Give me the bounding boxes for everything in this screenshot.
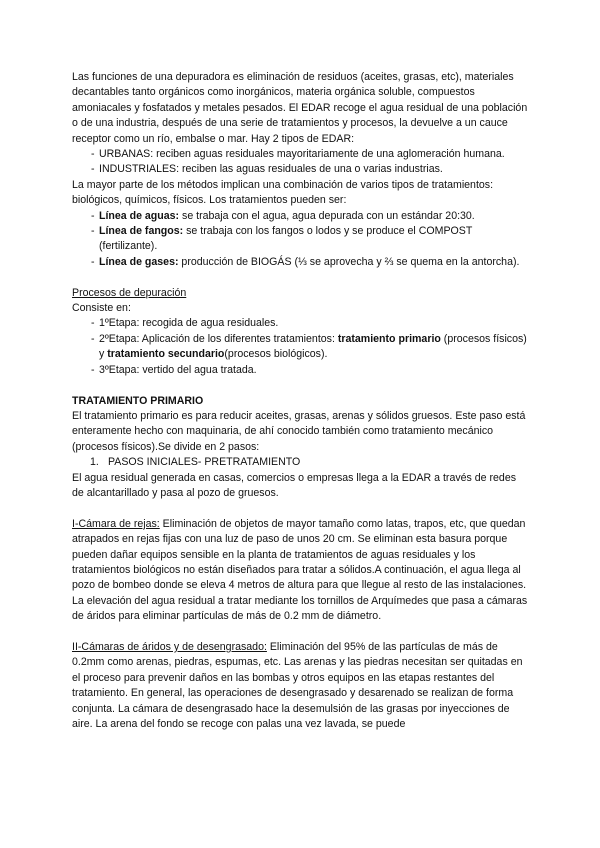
camara-rejas-title: I-Cámara de rejas:	[72, 517, 160, 530]
step2-text: 2ºEtapa: Aplicación de los diferentes tratamientos:	[99, 332, 338, 345]
step-number: 1.	[90, 456, 99, 469]
step2-text: (procesos biológicos).	[224, 348, 328, 361]
camara-aridos-paragraph	[72, 640, 528, 732]
line-label: Línea de aguas:	[99, 209, 180, 222]
list-item: - INDUSTRIALES: reciben las aguas residuales de una o varias industrias.	[72, 162, 528, 177]
alcantarillado-paragraph: El agua residual generada en casas, comercios o empresas llega a la EDAR a través de redes de alcantarillado y pasa al pozo de gruesos.	[72, 471, 517, 499]
procesos-heading: Procesos de depuración	[72, 286, 187, 299]
camara-rejas-text: Eliminación de objetos de mayor tamaño como latas, trapos, etc, que quedan atrapados en rejas fijas con una luz de paso de unos 20 cm. Se eliminan esta basura porque pueden dañar equipos sensible en la planta de tratamientos de aguas residuales y los tratamientos biológicos no están diseñados para tratar a sólidos.A continuación, el agua llega al pozo de bombeo donde se eleva 4 metros de altura para que llegue al resto de las instalaciones. La elevación del agua residual a tratar mediante los tornillos de Arquímedes que pasa a cámaras de áridos para eliminar partículas de más de 0.2 mm de diámetro.	[72, 517, 528, 623]
primary-term: tratamiento primario	[337, 332, 441, 345]
primario-paragraph: El tratamiento primario es para reducir aceites, grasas, arenas y sólidos gruesos. Este paso está enteramente hecho con maquinaria, de ahí conocido también como tratamiento mecánico (procesos físicos).Se divide en 2 pasos:	[72, 409, 526, 453]
consiste-text: Consiste en:	[72, 302, 131, 315]
line-label: Línea de gases:	[99, 255, 179, 268]
line-text: se trabaja con los fangos o lodos y se produce el COMPOST (fertilizante).	[99, 225, 473, 253]
camara-aridos-text: Eliminación del 95% de las partículas de más de 0.2mm como arenas, piedras, espumas, etc. Las arenas y las piedras necesitan ser quitadas en el proceso para prevenir daños en las bombas y otros equipos en las etapas restantes del tratamiento. En general, las operaciones de desengrasado y desarenado se realizan de forma conjunta. La cámara de desengrasado hace la desemulsión de las grasas por inyecciones de aire. La arena del fondo se recoge con palas una vez lavada, se puede	[72, 640, 523, 730]
list-item: - 3ºEtapa: vertido del agua tratada.	[72, 363, 528, 378]
list-item	[72, 224, 528, 255]
list-item	[72, 455, 528, 470]
methods-paragraph: La mayor parte de los métodos implican una combinación de varios tipos de tratamientos: biológicos, químicos, físicos. Los tratamientos pueden ser:	[72, 178, 494, 207]
line-label: Línea de fangos:	[99, 225, 184, 238]
step2-text: (procesos físicos) y	[99, 332, 527, 361]
steps-list	[72, 455, 528, 470]
intro-paragraph: Las funciones de una depuradora es eliminación de residuos (aceites, grasas, etc), materiales decantables tanto orgánicos como inorgánicos, materia orgánica soluble, compuestos amoniacales y fosfatados y metales pesados. El EDAR recoge el agua residual de una población o de una industria, después de una serie de tratamientos y procesos, la devuelve a un cauce receptor como un río, embalse o mar. Hay 2 tipos de EDAR:	[72, 71, 528, 145]
treatment-lines-list	[72, 209, 528, 271]
edar-types-list	[72, 147, 528, 178]
secondary-term: tratamiento secundario	[107, 348, 225, 361]
list-item	[72, 209, 528, 224]
stages-list	[72, 316, 528, 378]
list-item: - URBANAS: reciben aguas residuales mayoritariamente de una aglomeración humana.	[72, 147, 528, 162]
list-item	[72, 332, 528, 363]
camara-aridos-title: II-Cámaras de áridos y de desengrasado:	[72, 640, 267, 653]
camara-rejas-paragraph	[72, 517, 528, 625]
line-text: producción de BIOGÁS (⅓ se aprovecha y ⅔ se quema en la antorcha).	[178, 255, 520, 268]
list-item	[72, 255, 528, 270]
step-label: PASOS INICIALES- PRETRATAMIENTO	[108, 456, 301, 469]
primario-heading: TRATAMIENTO PRIMARIO	[72, 394, 204, 407]
line-text: se trabaja con el agua, agua depurada con un estándar 20:30.	[179, 209, 475, 222]
document-page	[72, 70, 528, 732]
list-item: - 1ºEtapa: recogida de agua residuales.	[72, 316, 528, 331]
